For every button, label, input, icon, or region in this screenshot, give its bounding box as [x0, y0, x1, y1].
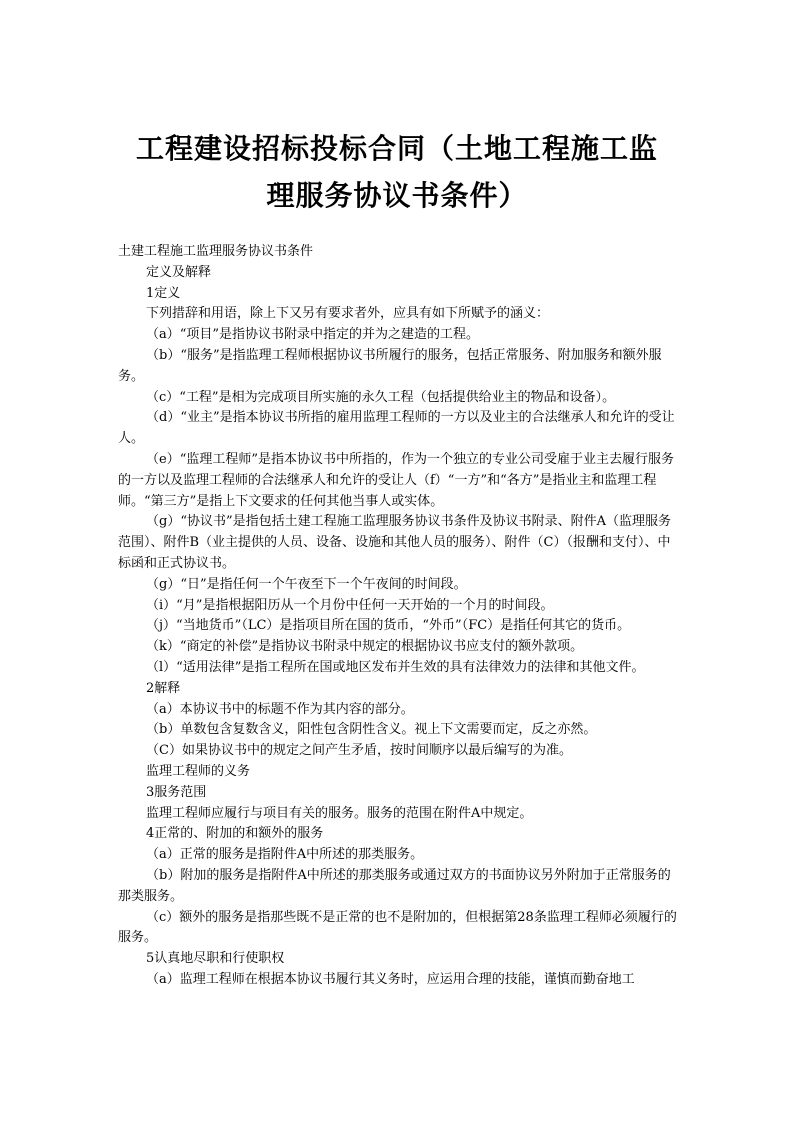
- paragraph: （a）正常的服务是指附件A中所述的那类服务。: [146, 847, 424, 863]
- paragraph: （d）“业主”是指本协议书所指的雇用监理工程师的一方以及业主的合法继承人和允许的受让人。: [118, 410, 675, 447]
- paragraph: （c）“工程”是相为完成项目所实施的永久工程（包括提供给业主的物品和设备）。: [146, 389, 616, 405]
- paragraph: （b）单数包含复数含义，阳性包含阴性含义。视上下文需要而定，反之亦然。: [146, 722, 597, 738]
- clause-heading: 1定义: [146, 285, 181, 301]
- paragraph: （i）“月”是指根据阳历从一个月份中任何一天开始的一个月的时间段。: [146, 597, 554, 613]
- clause-heading: 2解释: [146, 680, 181, 696]
- paragraph: （c）额外的服务是指那些既不是正常的也不是附加的，但根据第28条监理工程师必须履行的服务。: [118, 909, 677, 946]
- paragraph: （j）“当地货币”（LC）是指项目所在国的货币，“外币”（FC）是指任何其它的货币。: [146, 618, 631, 634]
- paragraph: （e）“监理工程师”是指本协议书中所指的，作为一个独立的专业公司受雇于业主去履行服务的一方以及监理工程师的合法继承人和允许的受让人（f）“一方”和“各方”是指业主和监理工程师。“第三方”是指上下文要求的任何其他当事人或实体。: [118, 451, 674, 509]
- clause-heading: 3服务范围: [146, 784, 207, 800]
- section-heading: 监理工程师的义务: [146, 763, 251, 779]
- paragraph: （a）本协议书中的标题不作为其内容的部分。: [146, 701, 414, 717]
- clause-heading: 5认真地尽职和行使职权: [146, 951, 285, 967]
- paragraph: （C）如果协议书中的规定之间产生矛盾，按时间顺序以最后编写的为准。: [146, 743, 572, 759]
- paragraph: （g）“协议书”是指包括土建工程施工监理服务协议书条件及协议书附录、附件A（监理服务范围）、附件B（业主提供的人员、设备、设施和其他人员的服务）、附件（C）（报酬和支付）、中标函和正式协议书。: [118, 514, 672, 571]
- clause-heading: 4正常的、附加的和额外的服务: [146, 826, 324, 842]
- paragraph: （a）监理工程师在根据本协议书履行其义务时，应运用合理的技能，谨慎而勤奋地工: [146, 971, 635, 987]
- document-body: [118, 242, 678, 991]
- paragraph: （g）“日”是指任何一个午夜至下一个午夜间的时间段。: [146, 576, 467, 592]
- paragraph: （a）“项目”是指协议书附录中指定的并为之建造的工程。: [146, 327, 480, 343]
- document-title-line-2: 理服务协议书条件）: [266, 179, 528, 212]
- paragraph: （b）附加的服务是指附件A中所述的那类服务或通过双方的书面协议另外附加于正常服务的那类服务。: [118, 867, 671, 904]
- paragraph: 监理工程师应履行与项目有关的服务。服务的范围在附件A中规定。: [146, 805, 533, 821]
- document-title-line-1: 工程建设招标投标合同（土地工程施工监: [135, 132, 658, 165]
- paragraph: 下列措辞和用语，除上下又另有要求者外，应具有如下所赋予的涵义：: [146, 306, 550, 322]
- paragraph: （k）“商定的补偿”是指协议书附录中规定的根据协议书应支付的额外款项。: [146, 639, 584, 655]
- paragraph: （l）“适用法律”是指工程所在国或地区发布并生效的具有法律效力的法律和其他文件。: [146, 659, 645, 675]
- paragraph: （b）“服务”是指监理工程师根据协议书所履行的服务，包括正常服务、附加服务和额外服务。: [118, 347, 662, 384]
- section-heading: 定义及解释: [146, 264, 212, 280]
- section-heading: 土建工程施工监理服务协议书条件: [118, 244, 314, 259]
